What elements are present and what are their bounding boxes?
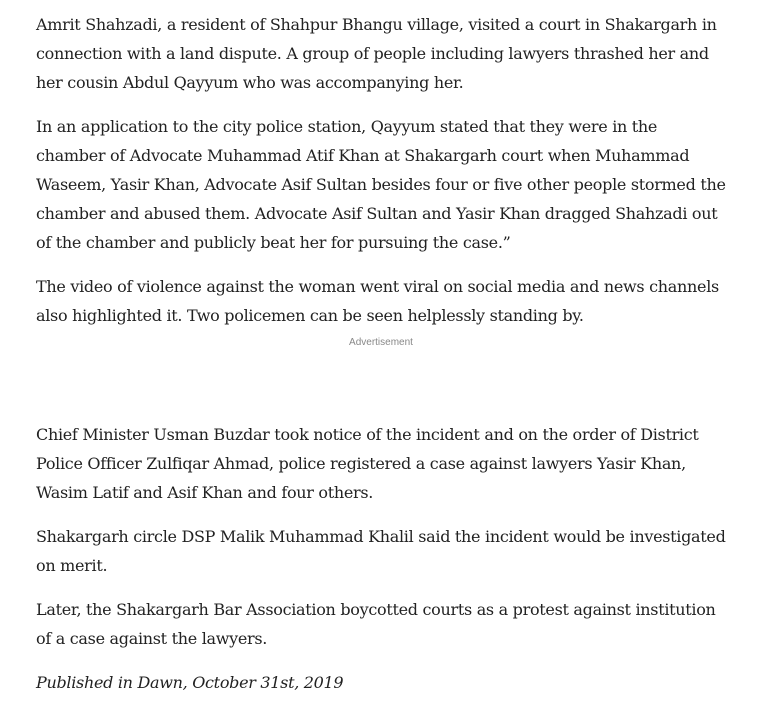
article-paragraph-4: Chief Minister Usman Buzdar took notice of the incident and on the order of District Police Officer Zulfiqar Ahmad, police registered a case against lawyers Yasir Khan, Wasim Latif and Asif Khan and four others. (36, 425, 699, 502)
published-line: Published in Dawn, October 31st, 2019 (36, 673, 344, 692)
article-paragraph-1: Amrit Shahzadi, a resident of Shahpur Bhangu village, visited a court in Shakargarh in connection with a land dispute. A group of people including lawyers thrashed her and her cousin Abdul Qayyum who was accompanying her. (36, 15, 717, 92)
article-paragraph-5: Shakargarh circle DSP Malik Muhammad Khalil said the incident would be investigated on merit. (36, 527, 726, 575)
advertisement-slot (36, 337, 726, 405)
article-paragraph-6: Later, the Shakargarh Bar Association boycotted courts as a protest against institution of a case against the lawyers. (36, 600, 716, 648)
advertisement-label: Advertisement (349, 337, 413, 348)
article-paragraph-3: The video of violence against the woman went viral on social media and news channels also highlighted it. Two policemen can be seen helplessly standing by. (36, 277, 719, 325)
article-body (36, 10, 726, 712)
article-paragraph-2: In an application to the city police station, Qayyum stated that they were in the chamber of Advocate Muhammad Atif Khan at Shakargarh court when Muhammad Waseem, Yasir Khan, Advocate Asif Sultan besides four or five other people stormed the chamber and abused them. Advocate Asif Sultan and Yasir Khan dragged Shahzadi out of the chamber and publicly beat her for pursuing the case.” (36, 117, 726, 252)
